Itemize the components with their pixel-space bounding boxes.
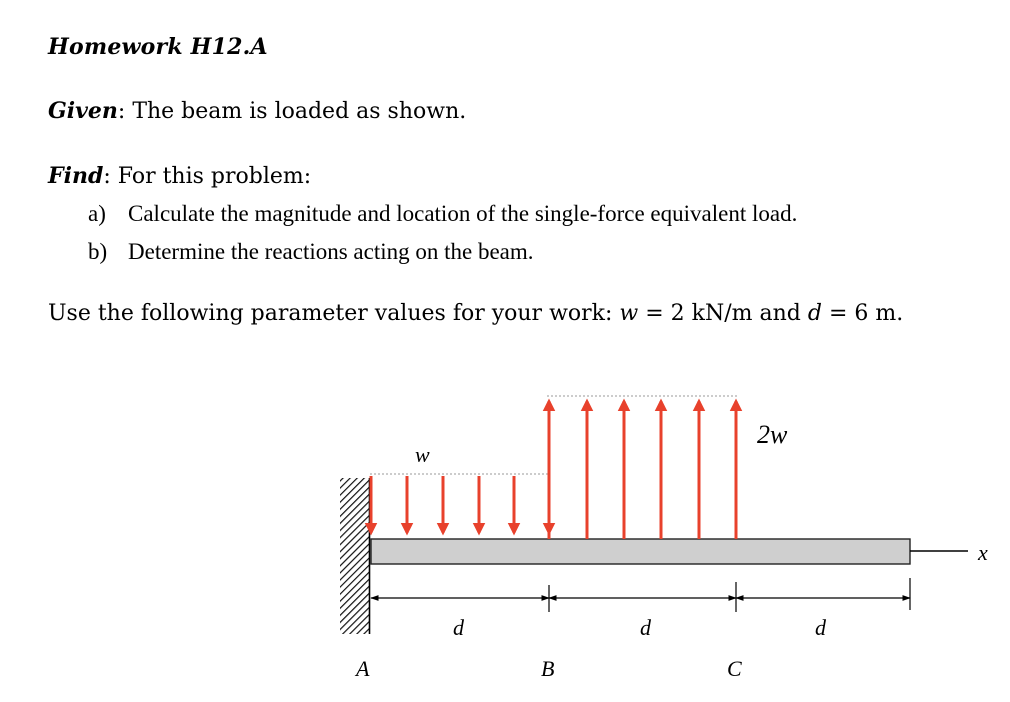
- wall-hatching: [340, 478, 370, 634]
- page-title: Homework H12.A: [48, 34, 268, 60]
- load-2w-label: 2w: [757, 420, 788, 449]
- find-item-text: Calculate the magnitude and location of the single-force equivalent load.: [128, 201, 798, 226]
- distributed-load-2w: [547, 396, 737, 539]
- point-label-a: A: [356, 656, 370, 681]
- parameter-w-value: = 2 kN/m and: [638, 301, 808, 326]
- load-w-label: w: [415, 442, 430, 467]
- given-label: Given: [48, 98, 118, 124]
- x-axis-label: x: [978, 540, 988, 565]
- beam: [371, 539, 910, 564]
- parameter-w-symbol: w: [619, 301, 639, 326]
- find-item-text: Determine the reactions acting on the beam.: [128, 239, 534, 264]
- point-label-b: B: [541, 656, 555, 681]
- point-label-c: C: [727, 656, 742, 681]
- distributed-load-w: [370, 474, 549, 533]
- given-text: : The beam is loaded as shown.: [117, 99, 467, 124]
- dimension-label-d: d: [453, 615, 464, 640]
- fixed-support: [340, 478, 370, 634]
- dimension-label-d: d: [640, 615, 651, 640]
- find-text: : For this problem:: [103, 164, 312, 189]
- parameter-d-value: = 6 m.: [821, 301, 904, 326]
- dimension-label-d: d: [815, 615, 826, 640]
- find-label: Find: [48, 163, 104, 189]
- parameter-d-symbol: d: [807, 301, 822, 326]
- dimension-lines: [371, 578, 910, 612]
- parameter-prefix: Use the following parameter values for your work:: [48, 301, 620, 326]
- find-item-marker: a): [88, 201, 106, 226]
- find-item-marker: b): [88, 239, 108, 264]
